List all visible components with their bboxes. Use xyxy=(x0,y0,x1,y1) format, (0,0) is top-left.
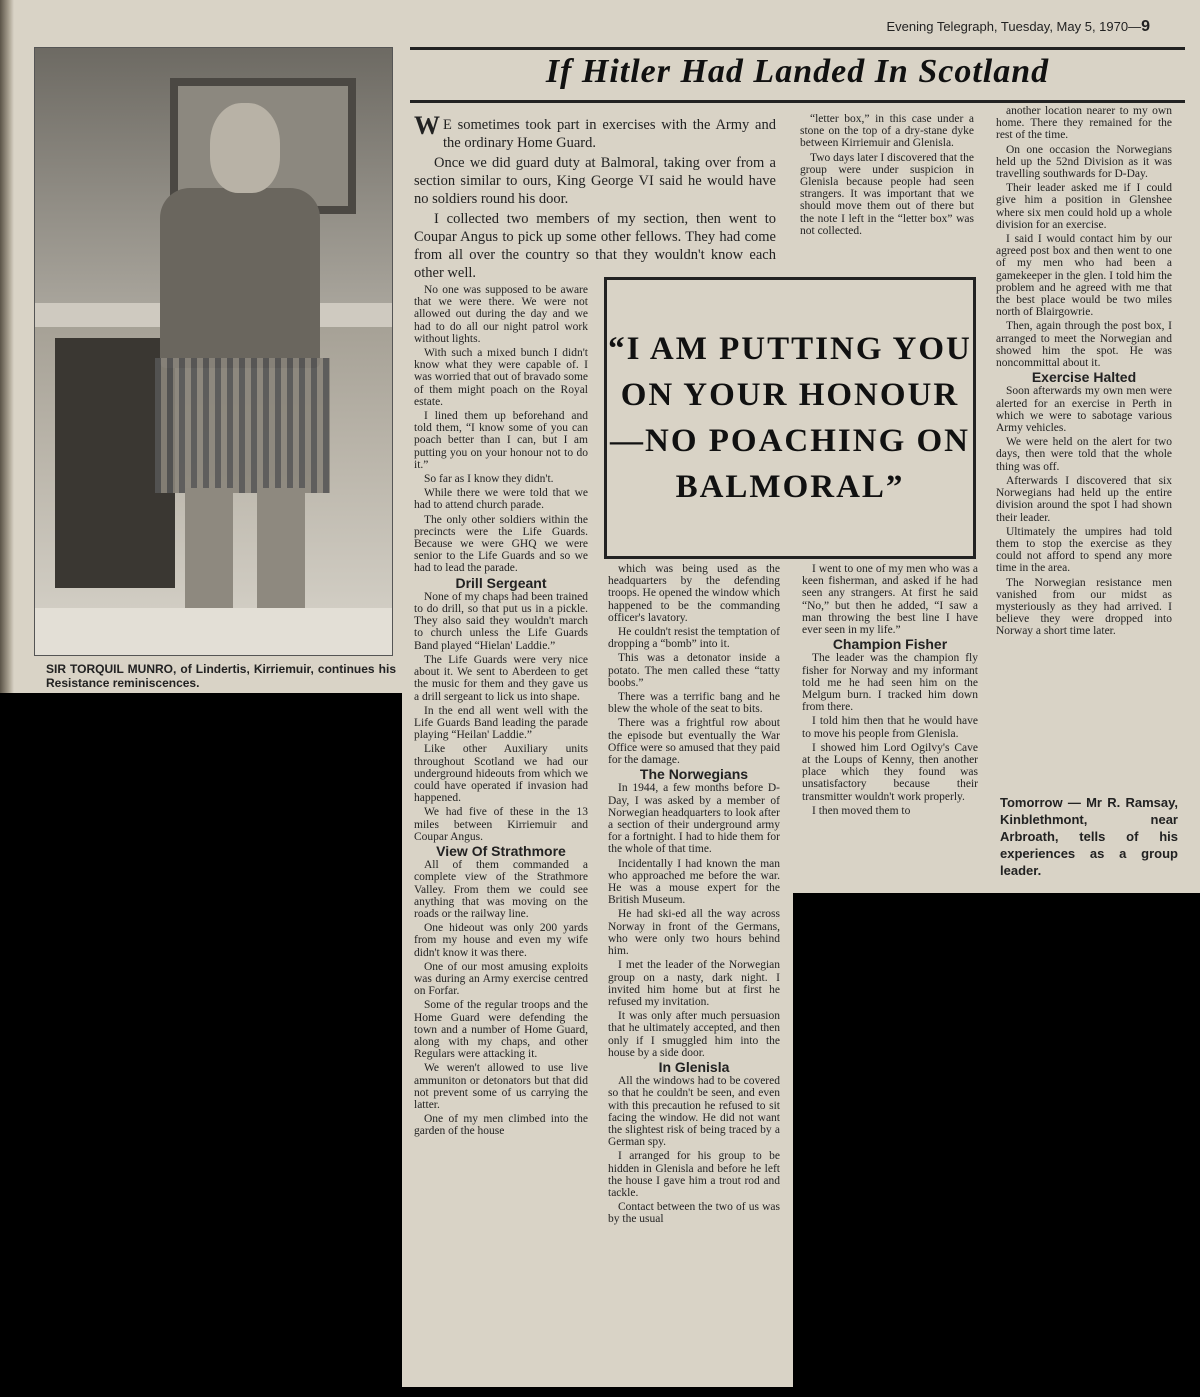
paragraph: The Life Guards were very nice about it. We sent to Aberdeen to get the music for them and they gave us a drill sergeant to lick us into shape. xyxy=(414,653,588,703)
headline-rule-bottom xyxy=(410,100,1185,103)
paragraph: No one was supposed to be aware that we were there. We were not allowed out during the day and we had to do all our night patrol work without lights. xyxy=(414,284,588,345)
paragraph: Two days later I discovered that the group were under suspicion in Glenisla because people had seen strangers. It was important that we should move them out of there but the note I left in the “letter box” was not collected. xyxy=(800,151,974,237)
paragraph: None of my chaps had been trained to do drill, so that put us in a pickle. They also said they wouldn't march to church unless the Life Guards Band played “Hielan' Laddie.” xyxy=(414,590,588,652)
paragraph: Their leader asked me if I could give him a position in Glenshee where six men could hold up a whole division for an exercise. xyxy=(996,182,1172,231)
page-number: 9 xyxy=(1141,18,1150,35)
binding-spine xyxy=(0,0,14,693)
paragraph: All of them commanded a complete view of the Strathmore Valley. From them we could see anything that was moving on the roads or the railway line. xyxy=(414,859,588,920)
intro-paragraph: Once we did guard duty at Balmoral, taking over from a section similar to ours, King George VI said he would have no soldiers round his door. xyxy=(414,155,776,207)
paragraph: Then, again through the post box, I arranged to meet the Norwegian and showed him the spot. He was noncommittal about it. xyxy=(996,320,1172,370)
paragraph: I said I would contact him by our agreed post box and then went to one of my men who had been a gamekeeper in the glen. I told him the problem and he agreed with me that the best place would be two miles north of Blairgowrie. xyxy=(996,233,1172,319)
tomorrow-note: Tomorrow — Mr R. Ramsay, Kinblethmont, near Arbroath, tells of his experiences as a group leader. xyxy=(1000,795,1178,878)
paragraph: There was a frightful row about the episode but eventually the War Office were so amused that they paid for the damage. xyxy=(608,717,780,767)
portrait-photo xyxy=(34,47,393,656)
paragraph: I went to one of my men who was a keen fisherman, and asked if he had seen any strangers. At first he said “No,” but then he added, “I saw a man throwing the best line I have ever seen in my life.” xyxy=(802,563,978,637)
paragraph: I met the leader of the Norwegian group on a nasty, dark night. I invited him home but at first he refused my invitation. xyxy=(608,959,780,1008)
paragraph: The only other soldiers within the precincts were the Life Guards. Because we were GHQ we were senior to the Life Guards and so we had to lead the parade. xyxy=(414,513,588,575)
column-3-bottom xyxy=(802,563,978,819)
paragraph: Incidentally I had known the man who approached me before the war. He was a mouse expert for the British Museum. xyxy=(608,857,780,907)
paragraph: The Norwegian resistance men vanished from our midst as mysteriously as they had arrived. I believe they were dropped into Norway a short time later. xyxy=(996,576,1172,638)
intro-text xyxy=(414,111,776,284)
subheading-exercise-halted: Exercise Halted xyxy=(1031,369,1137,386)
paragraph: With such a mixed bunch I didn't know what they were capable of. I was worried that out of bravado some of them might poach on the Royal estate. xyxy=(414,347,588,408)
intro-paragraph: I collected two members of my section, then went to Coupar Angus to pick up some other fellows. They had come from all over the country so that they wouldn't know each other well. xyxy=(414,211,776,281)
paragraph: While there we were told that we had to attend church parade. xyxy=(414,487,588,512)
paragraph: The leader was the champion fly fisher for Norway and my informant told me he had seen him on the Melgum burn. I tracked him down from there. xyxy=(802,652,978,714)
paragraph: On one occasion the Norwegians held up the 52nd Division as it was travelling southwards for D-Day. xyxy=(996,143,1172,181)
paragraph: We were held on the alert for two days, then were told that the whole thing was off. xyxy=(996,436,1172,473)
paragraph: We had five of these in the 13 miles between Kirriemuir and Coupar Angus. xyxy=(414,806,588,843)
paragraph: I showed him Lord Ogilvy's Cave at the Loups of Kenny, then another place which they found was unsatisfactory because their transmitter wouldn't work properly. xyxy=(802,741,978,803)
photo-caption: SIR TORQUIL MUNRO, of Lindertis, Kirriemuir, continues his Resistance reminiscences. xyxy=(46,662,396,690)
folio-text: Evening Telegraph, Tuesday, May 5, 1970— xyxy=(886,19,1142,34)
column-3-top xyxy=(800,113,974,239)
paragraph: One of our most amusing exploits was during an Army exercise centred on Forfar. xyxy=(414,960,588,998)
paragraph: Some of the regular troops and the Home Guard were defending the town and a number of Home Guard, along with my chaps, and other Regulars were attacking it. xyxy=(414,999,588,1061)
paragraph: I arranged for his group to be hidden in Glenisla and before he left the house I gave him a trout rod and tackle. xyxy=(608,1150,780,1199)
paragraph: There was a terrific bang and he blew the whole of the seat to bits. xyxy=(608,691,780,716)
paragraph: Like other Auxiliary units throughout Scotland we had our underground hideouts from which we could have operated if invasion had happened. xyxy=(414,743,588,805)
paragraph: I told him then that he would have to move his people from Glenisla. xyxy=(802,715,978,740)
column-2 xyxy=(608,563,780,1228)
subheading-the-norwegians: The Norwegians xyxy=(639,766,749,783)
paragraph: Afterwards I discovered that six Norwegians had held up the entire division around the spot I had shown their leader. xyxy=(996,474,1172,524)
paragraph: In the end all went well with the Life Guards Band leading the parade playing “Heilan' Laddie.” xyxy=(414,704,588,742)
paragraph: Ultimately the umpires had told them to stop the exercise as they could not afford to spend any more time in the area. xyxy=(996,525,1172,575)
subheading-in-glenisla: In Glenisla xyxy=(658,1058,730,1075)
subheading-drill-sergeant: Drill Sergeant xyxy=(455,574,547,591)
paragraph: “letter box,” in this case under a stone on the top of a dry-stane dyke between Kirriemuir and Glenisla. xyxy=(800,113,974,150)
column-1 xyxy=(414,284,588,1140)
paragraph: which was being used as the headquarters by the defending troops. He opened the window which happened to be the commanding officer's lavatory. xyxy=(608,563,780,624)
paragraph: I then moved them to xyxy=(812,804,911,817)
subheading-view-of-strathmore: View Of Strathmore xyxy=(436,842,566,859)
paragraph: Soon afterwards my own men were alerted for an exercise in Perth in which we were to sabotage various Army vehicles. xyxy=(996,385,1172,435)
paragraph: In 1944, a few months before D-Day, I was asked by a member of Norwegian headquarters to look after a section of their underground army for a fortnight. I had to hide them for the whole of that time. xyxy=(608,782,780,856)
pull-quote-box xyxy=(604,277,976,559)
paragraph: This was a detonator inside a potato. The men called these “tatty boobs.” xyxy=(608,652,780,689)
paragraph: One hideout was only 200 yards from my house and even my wife didn't know it was there. xyxy=(414,922,588,959)
column-4 xyxy=(996,105,1172,640)
paragraph: All the windows had to be covered so that he couldn't be seen, and even with this precaution he refused to sit facing the window. He did not want the slightest risk of being traced by a German spy. xyxy=(608,1075,780,1149)
paragraph: It was only after much persuasion that he ultimately accepted, and then only if I smuggled him into the house by a side door. xyxy=(608,1010,780,1059)
headline: If Hitler Had Landed In Scotland xyxy=(545,53,1050,90)
paragraph: He had ski-ed all the way across Norway in front of the Germans, who were only two hours behind him. xyxy=(608,908,780,958)
headline-rule-top xyxy=(410,47,1185,50)
drop-cap: W xyxy=(414,111,440,140)
paragraph: We weren't allowed to use live ammuniton or detonators but that did not prevent some of us carrying the latter. xyxy=(414,1062,588,1111)
page-folio xyxy=(886,18,1150,36)
pull-quote: “I AM PUTTING YOU ON YOUR HONOUR—NO POACHING ON BALMORAL” xyxy=(608,331,972,505)
paragraph: Contact between the two of us was by the usual xyxy=(608,1201,780,1226)
paragraph: I lined them up beforehand and told them, “I know some of you can poach better than I can, but I am putting you on your honour not to do it.” xyxy=(414,410,588,471)
paragraph: He couldn't resist the temptation of dropping a “bomb” into it. xyxy=(608,626,780,651)
paragraph: another location nearer to my own home. There they remained for the rest of the time. xyxy=(996,105,1172,142)
paragraph: So far as I know they didn't. xyxy=(424,473,554,486)
subheading-champion-fisher: Champion Fisher xyxy=(832,636,948,653)
intro-paragraph: W E sometimes took part in exercises with the Army and the ordinary Home Guard. xyxy=(414,111,776,151)
paragraph: One of my men climbed into the garden of the house xyxy=(414,1113,588,1138)
